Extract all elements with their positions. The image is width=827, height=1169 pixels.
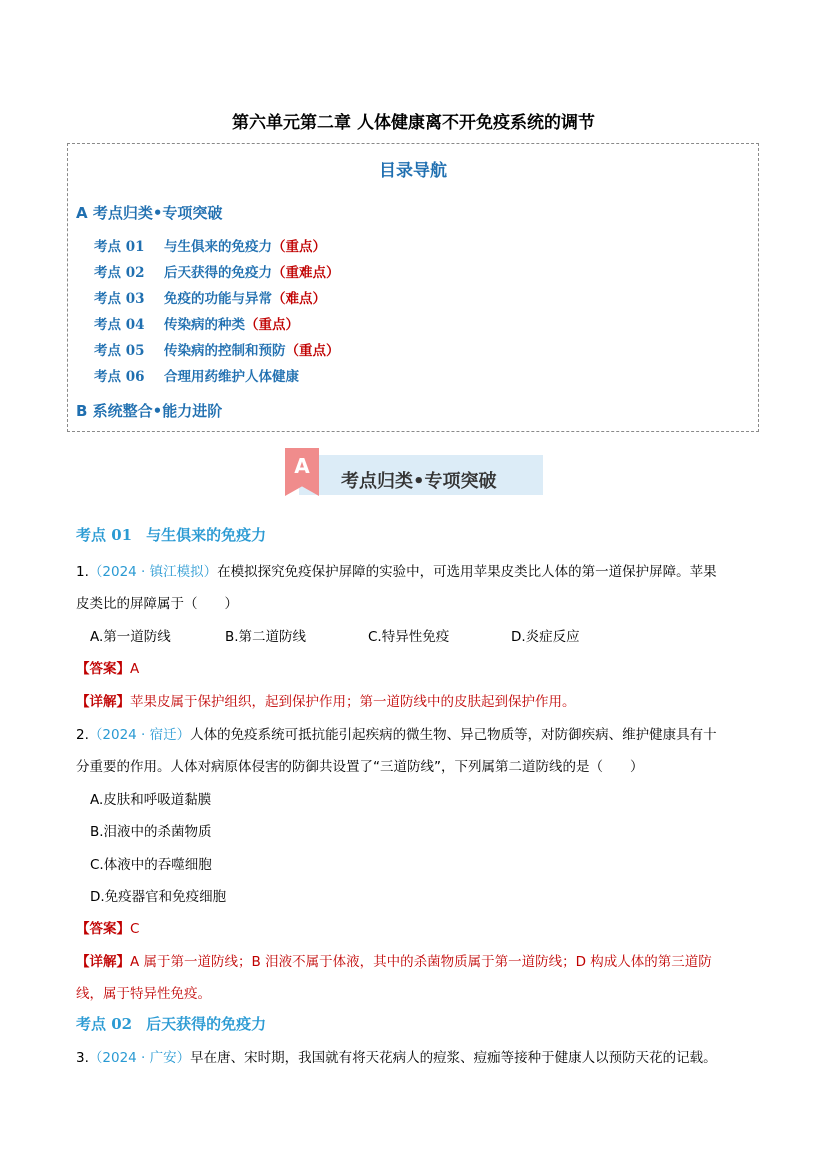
toc-section-a[interactable]: A 考点归类•专项突破 [76, 204, 223, 222]
page-title: 第六单元第二章 人体健康离不开免疫系统的调节 [232, 113, 595, 133]
toc-item-code: 考点 02 [94, 265, 145, 281]
answer-label: 【答案】 [76, 661, 130, 677]
toc-item-tag: （重点） [285, 343, 340, 359]
toc-item-title: 免疫的功能与异常 [164, 291, 272, 307]
question-text: 人体的免疫系统可抵抗能引起疾病的微生物、异己物质等，对防御疾病、维护健康具有十 [190, 727, 717, 743]
q2-option-b[interactable]: B.泪液中的杀菌物质 [90, 824, 212, 840]
detail-label: 【详解】 [76, 954, 130, 970]
q2-detail-line-1 [76, 950, 712, 970]
toc-section-b[interactable]: B 系统整合•能力进阶 [76, 402, 223, 420]
toc-item-title: 传染病的种类 [164, 317, 245, 333]
toc-item-04[interactable] [94, 313, 299, 333]
toc-item-01[interactable] [94, 235, 326, 255]
toc-item-tag: （难点） [272, 291, 326, 307]
toc-box [67, 143, 759, 432]
q2-detail-line-2: 线，属于特异性免疫。 [76, 986, 211, 1002]
toc-item-title: 合理用药维护人体健康 [164, 369, 299, 385]
toc-item-tag: （重点） [245, 317, 299, 333]
topic-code: 考点 02 [76, 1015, 133, 1033]
banner-title: 考点归类•专项突破 [341, 471, 497, 492]
toc-item-code: 考点 03 [94, 291, 145, 307]
toc-item-title: 后天获得的免疫力 [164, 265, 272, 281]
question-text: 早在唐、宋时期，我国就有将天花病人的痘浆、痘痂等接种于健康人以预防天花的记载。 [190, 1050, 717, 1066]
toc-item-code: 考点 06 [94, 369, 145, 385]
toc-item-06[interactable] [94, 365, 299, 385]
question-number: 3. [76, 1050, 89, 1066]
toc-item-02[interactable] [94, 261, 340, 281]
question-source: （2024 · 镇江模拟） [88, 564, 218, 580]
q2-option-c[interactable]: C.体液中的吞噬细胞 [90, 857, 212, 873]
q2-option-d[interactable]: D.免疫器官和免疫细胞 [90, 889, 227, 905]
toc-item-title: 与生俱来的免疫力 [164, 239, 272, 255]
question-1-line-1 [76, 560, 717, 580]
q1-option-a[interactable]: A.第一道防线 [90, 629, 171, 645]
q1-answer [76, 657, 139, 677]
toc-item-code: 考点 04 [94, 317, 145, 333]
q1-option-c[interactable]: C.特异性免疫 [368, 629, 450, 645]
question-1-line-2: 皮类比的屏障属于（ ） [76, 596, 238, 612]
toc-item-tag: （重点） [272, 239, 326, 255]
section-banner [285, 448, 543, 502]
question-2-line-2: 分重要的作用。人体对病原体侵害的防御共设置了“三道防线”，下列属第二道防线的是（ ） [76, 759, 644, 775]
answer-value: A [130, 661, 140, 677]
q2-option-a[interactable]: A.皮肤和呼吸道黏膜 [90, 792, 212, 808]
topic-heading-01 [76, 524, 266, 545]
toc-item-title: 传染病的控制和预防 [164, 343, 286, 359]
topic-title: 后天获得的免疫力 [146, 1015, 267, 1033]
answer-label: 【答案】 [76, 921, 130, 937]
question-2-line-1 [76, 723, 717, 743]
question-3-line-1 [76, 1046, 717, 1066]
topic-heading-02 [76, 1013, 266, 1034]
q1-option-d[interactable]: D.炎症反应 [511, 629, 580, 645]
answer-value: C [130, 921, 140, 937]
detail-text: 苹果皮属于保护组织，起到保护作用；第一道防线中的皮肤起到保护作用。 [130, 694, 576, 710]
question-text: 在模拟探究免疫保护屏障的实验中，可选用苹果皮类比人体的第一道保护屏障。苹果 [217, 564, 717, 580]
topic-title: 与生俱来的免疫力 [146, 526, 267, 544]
question-source: （2024 · 广安） [88, 1050, 191, 1066]
toc-item-tag: （重难点） [272, 265, 340, 281]
topic-code: 考点 01 [76, 526, 133, 544]
q1-detail [76, 690, 576, 710]
detail-label: 【详解】 [76, 694, 130, 710]
q1-option-b[interactable]: B.第二道防线 [225, 629, 307, 645]
toc-item-code: 考点 05 [94, 343, 145, 359]
toc-item-05[interactable] [94, 339, 340, 359]
q2-answer [76, 917, 139, 937]
detail-text: A 属于第一道防线；B 泪液不属于体液，其中的杀菌物质属于第一道防线；D 构成人体的第三道防 [130, 954, 712, 970]
question-number: 1. [76, 564, 89, 580]
toc-heading: 目录导航 [379, 161, 447, 181]
banner-letter: A [294, 454, 310, 478]
toc-item-code: 考点 01 [94, 239, 145, 255]
question-number: 2. [76, 727, 89, 743]
question-source: （2024 · 宿迁） [88, 727, 191, 743]
toc-item-03[interactable] [94, 287, 326, 307]
